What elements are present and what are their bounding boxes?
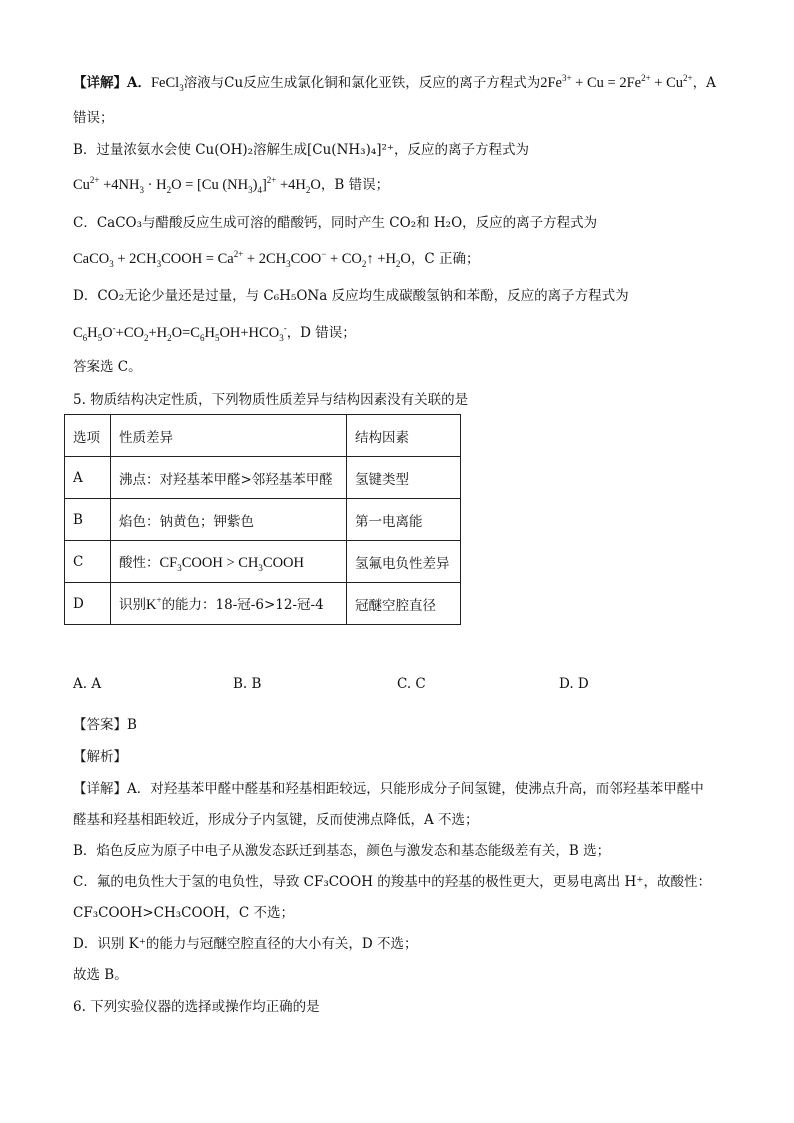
table-row [65,583,461,625]
table-cell-option: D [65,583,111,625]
detail-a-text: 溶液与Cu反应生成氯化铜和氯化亚铁，反应的离子方程式为 [183,75,541,91]
table-row [65,499,461,541]
table-cell-factor: 氢氟电负性差异 [347,541,461,583]
fecl3-formula: FeCl$_3$ [150,75,184,93]
q5-detail-d: D．识别 K⁺的能力与冠醚空腔直径的大小有关，D 不选； [73,936,418,952]
option-c: C. C [397,676,426,692]
q5-detail-c-1: C．氟的电负性大于氢的电负性，导致 CF₃COOH 的羧基中的羟基的极性更大，更易电离出 H⁺，故酸性： [73,874,711,890]
question-5-stem: 5. 物质结构决定性质，下列物质性质差异与结构因素没有关联的是 [73,392,469,408]
acidity-label: 酸性： [119,555,160,571]
option-a: A. A [73,676,102,692]
table-header-row [65,415,461,457]
q5-detail-a-1: 【详解】A．对羟基苯甲醛中醛基和羟基相距较远，只能形成分子间氢键，使沸点升高，而邻羟基苯甲醛中 [73,781,704,797]
question-6-stem: 6. 下列实验仪器的选择或操作均正确的是 [73,999,320,1015]
q5-detail-a-2: 醛基和羟基相距较近，形成分子内氢键，反而使沸点降低，A 不选； [73,812,479,828]
q5-answer: 【答案】B [73,717,137,733]
table-row [65,457,461,499]
q5-analysis: 【解析】 [73,749,127,765]
table-cell-difference [111,583,347,625]
table-cell-option: B [65,499,111,541]
prev-answer: 答案选 C。 [73,359,142,375]
detail-b-tail: ，B 错误； [320,177,390,193]
table-cell-difference [111,541,347,583]
equation-d: $C_6H_5O^-+CO_2+H_2O=C_6H_5OH+HCO_3^-$ [73,323,287,343]
detail-a-line [73,73,716,93]
table-cell-difference: 沸点：对羟基苯甲醛>邻羟基苯甲醛 [111,457,347,499]
q5-detail-c-2: CF₃COOH>CH₃COOH，C 不选； [73,905,295,921]
table-cell-factor: 氢键类型 [347,457,461,499]
table-cell-option: A [65,457,111,499]
detail-c-tail: ，C 正确； [410,251,480,267]
table-header: 选项 [65,415,111,457]
recognize-text: 的能力：18-冠-6>12-冠-4 [161,597,324,613]
option-d: D. D [559,676,589,692]
property-table [64,414,461,625]
table-cell-option: C [65,541,111,583]
recognize-label: 识别 [119,597,146,613]
potassium-ion: K+ [146,595,162,613]
table-cell-factor: 第一电离能 [347,499,461,541]
q5-conclusion: 故选 B。 [73,967,128,983]
acidity-formula: $CF_3COOH$ > $CH_3COOH$ [159,555,304,573]
detail-b-line: B．过量浓氨水会使 Cu(OH)₂溶解生成[Cu(NH₃)₄]²⁺，反应的离子方程式为 [73,142,530,158]
equation-c: CaCO$_3$ + $2CH_3COOH = Ca^{2+} + 2CH_3COO^-$ + $CO_2↑ +H_2O$ [73,249,411,269]
detail-d-line: D．CO₂无论少量还是过量，与 C₆H₅ONa 反应均生成碳酸氢钠和苯酚，反应的离子方程式为 [73,288,629,304]
detail-c-line: C．CaCO₃与醋酸反应生成可溶的醋酸钙，同时产生 CO₂和 H₂O，反应的离子方程式为 [73,215,598,231]
equation-c-line [73,249,480,269]
q5-detail-b: B．焰色反应为原子中电子从激发态跃迁到基态，颜色与激发态和基态能级差有关，B 选； [73,843,611,859]
equation-a: $2Fe^{3+} + Cu = 2Fe^{2+} + Cu^{2+}$ [540,73,693,91]
table-header: 性质差异 [111,415,347,457]
detail-a-label: 【详解】A． [73,75,151,91]
detail-d-tail: ，D 错误； [286,325,356,341]
equation-d-line [73,323,356,343]
detail-a-wrap: 错误； [73,110,114,126]
detail-a-tail: ，A [692,75,716,91]
table-row [65,541,461,583]
table-cell-factor: 冠醚空腔直径 [347,583,461,625]
option-b: B. B [233,676,262,692]
table-header: 结构因素 [347,415,461,457]
equation-b-line [73,175,389,195]
table-cell-difference: 焰色：钠黄色；钾紫色 [111,499,347,541]
equation-b: $Cu^{2+} +4NH_3 \cdot H_2O = [Cu$ $(NH_3)_4]^{2+} +4H_2O$ [73,175,321,195]
